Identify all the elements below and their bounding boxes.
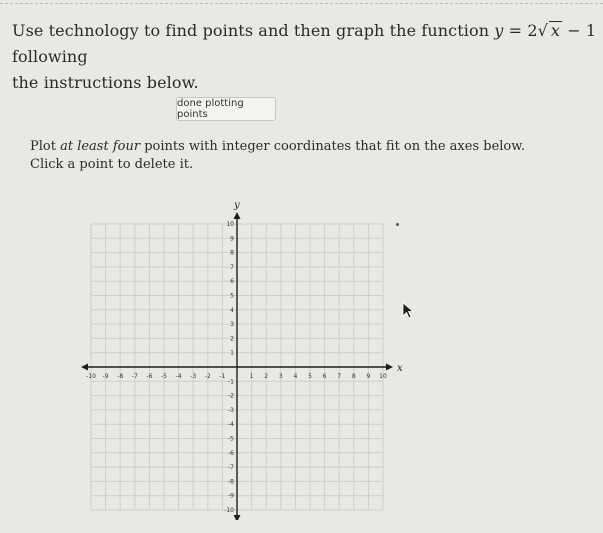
plot-instruction-emphasis: at least four xyxy=(60,139,141,154)
x-tick-label: 10 xyxy=(379,373,387,380)
top-divider xyxy=(0,3,603,5)
y-tick-label: -8 xyxy=(228,478,234,486)
y-tick-label: 10 xyxy=(226,221,234,228)
x-tick-label: -5 xyxy=(161,373,167,380)
plot-instruction-before: Plot xyxy=(30,139,61,154)
question-text xyxy=(12,18,597,96)
arrow-cursor-icon xyxy=(402,302,416,320)
click-instruction: Click a point to delete it. xyxy=(30,157,194,172)
x-tick-label: -4 xyxy=(175,373,182,380)
x-tick-label: 7 xyxy=(337,373,342,380)
y-tick-label: -1 xyxy=(228,378,234,386)
x-tick-label: -10 xyxy=(86,373,96,380)
y-tick-label: -3 xyxy=(228,406,234,414)
y-tick-label: -10 xyxy=(224,507,234,514)
y-tick-label: -9 xyxy=(228,492,234,500)
y-tick-label: 7 xyxy=(230,263,234,271)
x-axis-label: x xyxy=(397,363,403,374)
y-tick-label: 1 xyxy=(230,349,234,357)
x-tick-label: 3 xyxy=(278,373,283,380)
x-axis-arrow-left xyxy=(81,364,88,371)
function-y: y xyxy=(494,21,504,40)
question-line2: the instructions below. xyxy=(12,73,199,92)
y-tick-label: 4 xyxy=(230,306,234,314)
y-tick-label: -5 xyxy=(228,435,234,443)
sqrt-symbol: √ xyxy=(537,21,548,40)
x-tick-label: -7 xyxy=(131,373,138,380)
x-tick-label: -3 xyxy=(190,373,197,380)
x-tick-label: 2 xyxy=(264,373,269,380)
x-tick-label: -6 xyxy=(146,373,153,380)
y-tick-label: -2 xyxy=(228,392,234,400)
x-tick-label: -1 xyxy=(219,373,226,380)
y-tick-label: 2 xyxy=(230,335,234,343)
done-plotting-button[interactable]: done plotting points xyxy=(176,97,276,121)
y-tick-label: -4 xyxy=(228,421,234,429)
y-tick-label: 8 xyxy=(230,249,234,257)
plot-instruction xyxy=(30,138,590,156)
x-tick-label: -9 xyxy=(102,373,109,380)
stray-dot xyxy=(396,223,399,226)
y-tick-label: 3 xyxy=(230,321,234,329)
y-axis-arrow-down xyxy=(234,515,241,520)
x-tick-label: -2 xyxy=(204,373,211,380)
x-tick-label: 4 xyxy=(293,373,298,380)
x-tick-label: 8 xyxy=(351,373,356,380)
y-axis-arrow-up xyxy=(234,212,241,219)
coordinate-graph[interactable] xyxy=(80,180,430,520)
function-rest: − 1 xyxy=(562,21,597,40)
y-tick-label: -6 xyxy=(228,449,234,457)
plot-instruction-after: points with integer coordinates that fit on the axes below. xyxy=(140,139,525,154)
x-tick-label: 9 xyxy=(366,373,371,380)
y-tick-label: 6 xyxy=(230,278,234,286)
y-axis-label: y xyxy=(234,200,240,211)
sqrt-argument: x xyxy=(550,21,561,40)
function-equals: = 2 xyxy=(503,21,538,40)
x-tick-label: 6 xyxy=(322,373,327,380)
question-prefix: Use technology to find points and then graph the function xyxy=(12,21,495,40)
x-axis-arrow-right xyxy=(386,364,393,371)
y-tick-label: -7 xyxy=(228,464,234,472)
x-tick-label: 1 xyxy=(249,373,254,380)
x-tick-label: 5 xyxy=(308,373,312,380)
x-tick-label: -8 xyxy=(117,373,124,380)
y-tick-label: 5 xyxy=(230,292,234,300)
y-tick-label: 9 xyxy=(230,235,234,243)
question-suffix: following xyxy=(12,47,88,66)
